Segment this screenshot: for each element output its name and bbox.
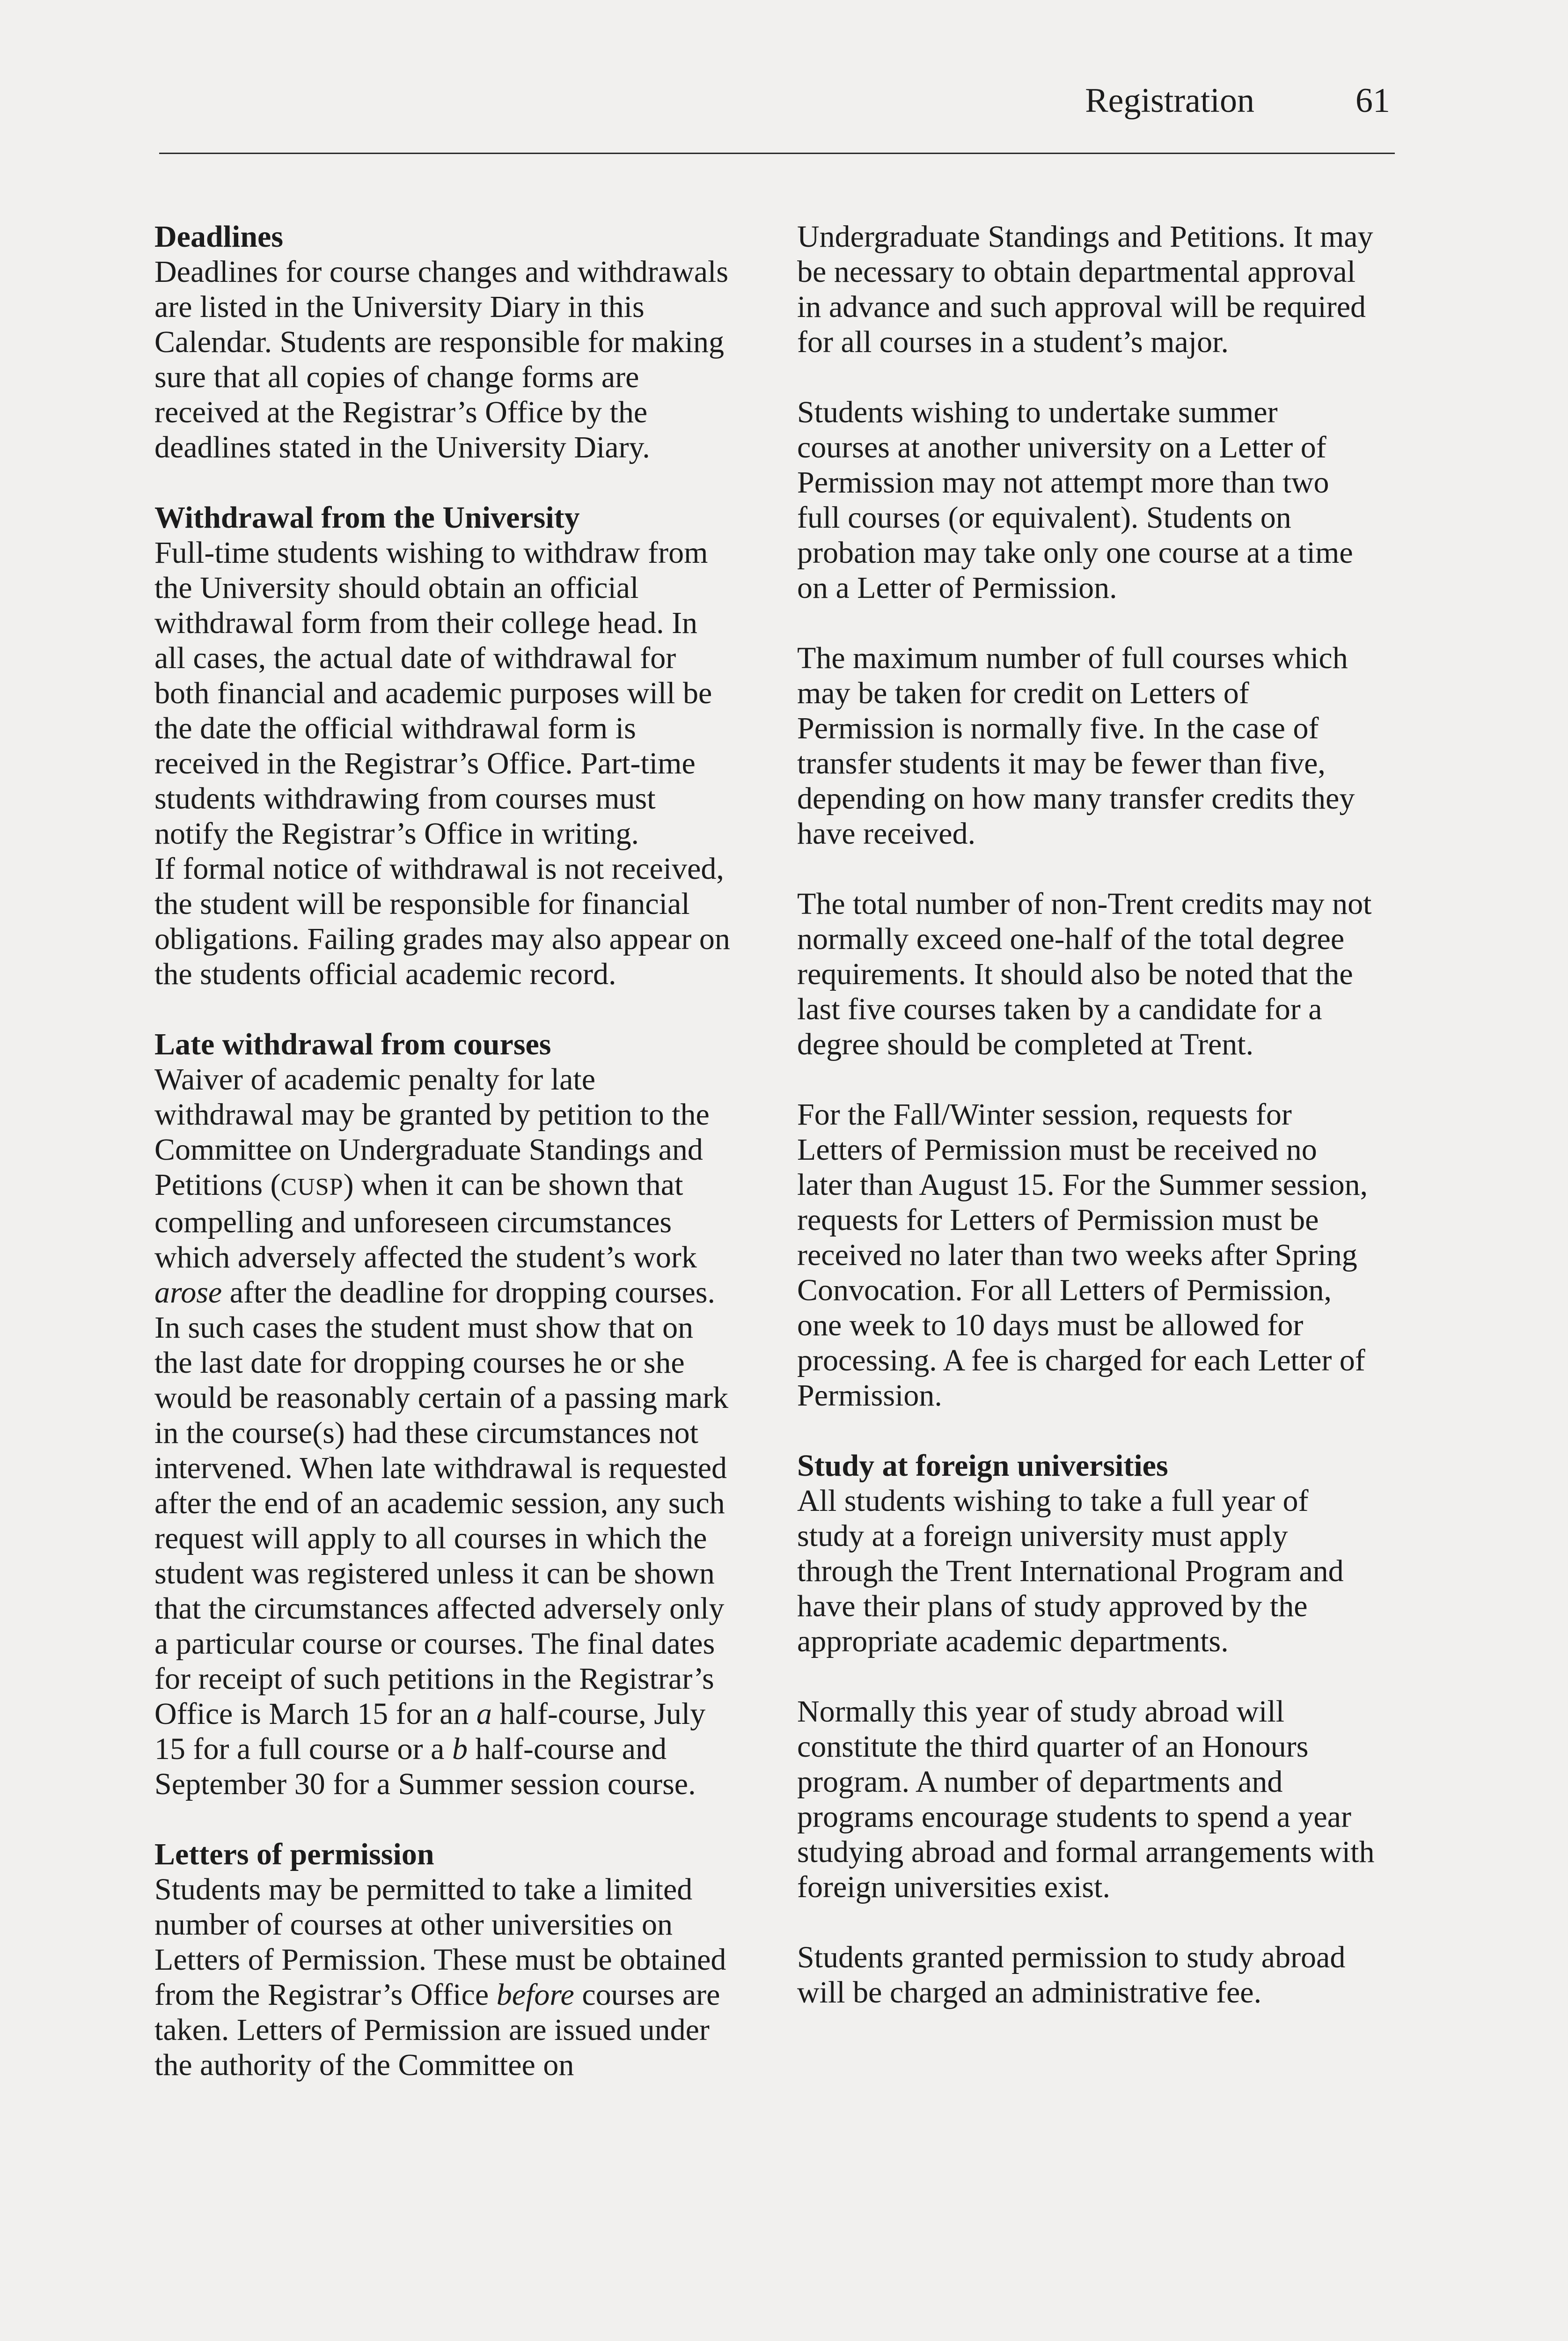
section-heading: Study at foreign universities	[797, 1449, 1168, 1483]
emphasis: b	[452, 1732, 468, 1766]
section-continued	[797, 219, 1377, 360]
section-heading: Deadlines	[154, 220, 284, 254]
text-run: half-course and September 30 for a Summer session course.	[154, 1732, 696, 1801]
paragraph	[154, 1062, 735, 1802]
page-header	[159, 75, 1395, 150]
section-heading: Letters of permission	[154, 1837, 434, 1871]
paragraph: Normally this year of study abroad will constitute the third quarter of an Honours program. A number of departments and programs encourage students to spend a year studying abroad and formal arrangements with foreign universities exist.	[797, 1694, 1375, 1904]
paragraph: Deadlines for course changes and withdrawals are listed in the University Diary in this Calendar. Students are responsible for making sure that all copies of change forms are received at the Registrar’s Office by the deadlines stated in the University Diary.	[154, 255, 729, 464]
paragraph: For the Fall/Winter session, requests for Letters of Permission must be received no later than August 15. For the Summer session, requests for Letters of Permission must be received no later than two weeks after Spring Convocation. For all Letters of Permission, one week to 10 days must be allowed for processing. A fee is charged for each Letter of Permission.	[797, 1097, 1368, 1413]
section-continued	[797, 640, 1377, 851]
text-run: ) when it can be shown that compelling and unforeseen circumstances which adversely affected the student’s work	[154, 1168, 697, 1274]
paragraph: If formal notice of withdrawal is not received, the student will be responsible for financial obligations. Failing grades may also appear on the students official academic record.	[154, 852, 730, 991]
section-continued	[797, 1694, 1377, 1905]
section-foreign-universities	[797, 1448, 1377, 1659]
section-continued	[797, 395, 1377, 605]
paragraph: Students wishing to undertake summer courses at another university on a Letter of Permission may not attempt more than two full courses (or equivalent). Students on probation may take only one course at a time on a Letter of Permission.	[797, 395, 1353, 605]
emphasis: arose	[154, 1275, 222, 1310]
paragraph	[154, 1872, 735, 2083]
section-heading: Late withdrawal from courses	[154, 1027, 551, 1061]
paragraph: Students granted permission to study abroad will be charged an administrative fee.	[797, 1940, 1346, 2010]
section-continued	[797, 1940, 1377, 2010]
text-run: half-course, July 15 for a full course or a	[154, 1697, 706, 1766]
section-deadlines	[154, 219, 735, 465]
emphasis: a	[476, 1697, 492, 1731]
text-run: courses are taken. Letters of Permission are issued under the authority of the Committee on	[154, 1978, 720, 2082]
section-continued	[797, 1097, 1377, 1413]
section-heading: Withdrawal from the University	[154, 501, 580, 535]
page-number: 61	[1356, 81, 1390, 120]
paragraph: Undergraduate Standings and Petitions. It may be necessary to obtain departmental approval in advance and such approval will be required for all courses in a student’s major.	[797, 220, 1373, 359]
right-column	[797, 219, 1377, 2045]
section-continued	[797, 886, 1377, 1062]
section-letters-of-permission	[154, 1837, 735, 2083]
paragraph: The total number of non-Trent credits may not normally exceed one-half of the total degree requirements. It should also be noted that the last five courses taken by a candidate for a degree should be completed at Trent.	[797, 887, 1372, 1061]
running-head: Registration	[1085, 81, 1254, 120]
paragraph: The maximum number of full courses which may be taken for credit on Letters of Permission is normally five. In the case of transfer students it may be fewer than five, depending on how many transfer credits they have received.	[797, 641, 1355, 851]
section-withdrawal	[154, 500, 735, 992]
header-rule	[159, 153, 1395, 154]
text-run: after the deadline for dropping courses. In such cases the student must show that on the last date for dropping courses he or she would be reasonably certain of a passing mark in the course(s) had these circumstances not intervened. When late withdrawal is requested after the end of an academic session, any such request will apply to all courses in which the student was registered unless it can be shown that the circumstances affected adversely only a particular course or courses. The final dates for receipt of such petitions in the Registrar’s Office is March 15 for an	[154, 1275, 729, 1731]
acronym: CUSP	[280, 1174, 344, 1200]
text-run: Waiver of academic penalty for late withdrawal may be granted by petition to the Committee on Undergraduate Standings and Petitions (	[154, 1062, 710, 1202]
paragraph: All students wishing to take a full year of study at a foreign university must apply through the Trent International Program and have their plans of study approved by the appropriate academic departments.	[797, 1484, 1344, 1658]
emphasis: before	[496, 1978, 574, 2012]
paragraph: Full-time students wishing to withdraw from the University should obtain an official withdrawal form from their college head. In all cases, the actual date of withdrawal for both financial and academic purposes will be the date the official withdrawal form is received in the Registrar’s Office. Part-time students withdrawing from courses must notify the Registrar’s Office in writing.	[154, 536, 712, 851]
left-column	[154, 219, 735, 2118]
section-late-withdrawal	[154, 1027, 735, 1802]
text-run: Students may be permitted to take a limited number of courses at other universities on Letters of Permission. These must be obtained from the Registrar’s Office	[154, 1872, 726, 2012]
